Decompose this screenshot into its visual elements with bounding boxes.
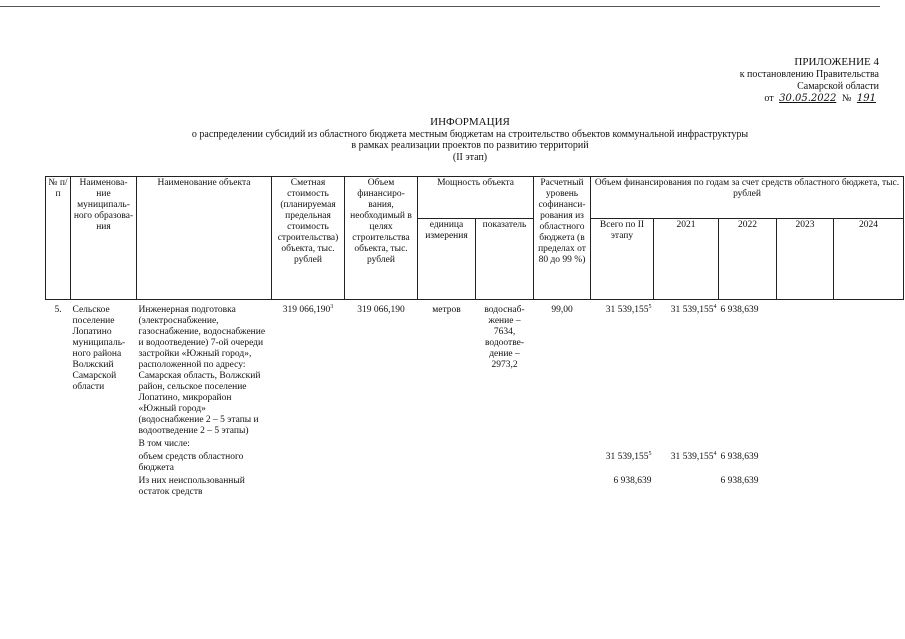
heading-line-2: в рамках реализации проектов по развитию территорий <box>351 140 589 151</box>
row-2021-value: 31 539,155 <box>670 305 714 315</box>
date-prefix: от <box>764 93 774 104</box>
header-num: № п/п <box>46 177 71 300</box>
regional-total <box>591 451 654 475</box>
header-unit: единица измерения <box>418 219 476 300</box>
header-indicator: показатель <box>476 219 534 300</box>
row-volume: 319 066,190 <box>357 305 405 315</box>
heading-line-1: о распределении субсидий из областного бюджета местным бюджетам на строительство объектов коммунальной инфраструктуры <box>191 128 749 140</box>
number-prefix: № <box>841 93 852 104</box>
handwritten-date: 30.05.2022 <box>779 93 837 104</box>
row-2022: 6 938,639 <box>720 305 759 315</box>
regional-2021 <box>654 451 719 475</box>
header-funding: Объем финансирования по годам за счет средств областного бюджета, тыс. рублей <box>591 177 904 219</box>
appendix-line-2: Самарской области <box>797 81 879 92</box>
regional-2021-footnote: 4 <box>713 450 717 457</box>
subsidy-table <box>45 176 904 499</box>
regional-2021-value: 31 539,155 <box>670 452 714 462</box>
header-volume: Объем финансиро-вания, необходимый в целях строительства объекта, тыс. рублей <box>345 177 418 300</box>
appendix-line-1: к постановлению Правительства <box>739 69 879 80</box>
table-row <box>46 300 904 439</box>
unused-2022: 6 938,639 <box>720 476 759 486</box>
header-2023: 2023 <box>777 219 834 300</box>
header-cofinancing: Расчетный уровень софинанси-рования из областного бюджета (в пределах от 80 до 99 %) <box>534 177 591 300</box>
header-estimate: Сметная стоимость (планируемая предельная стоимость строительства) объекта, тыс. рублей <box>272 177 345 300</box>
regional-2022: 6 938,639 <box>720 452 759 462</box>
regional-budget-row <box>46 451 904 475</box>
including-row <box>46 438 904 451</box>
row-2024 <box>834 300 904 439</box>
row-estimate-footnote: 3 <box>330 303 334 310</box>
appendix-title: ПРИЛОЖЕНИЕ 4 <box>794 56 879 68</box>
row-indicator: водоснаб-жение – 7634, водоотве-дение – 2973,2 <box>484 305 525 370</box>
row-total <box>591 300 654 439</box>
row-unit: метров <box>432 305 461 315</box>
document-heading <box>100 117 840 163</box>
appendix-date-line <box>659 93 879 105</box>
unused-total: 6 938,639 <box>613 476 652 486</box>
row-total-footnote: 5 <box>648 303 652 310</box>
row-2021 <box>654 300 719 439</box>
document-title: ИНФОРМАЦИЯ <box>430 116 510 128</box>
header-2022: 2022 <box>719 219 777 300</box>
row-2023 <box>777 300 834 439</box>
including-label: В том числе: <box>138 439 190 449</box>
row-total-value: 31 539,155 <box>605 305 649 315</box>
header-municipality: Наименова-ние муниципаль-ного образова-ния <box>71 177 137 300</box>
appendix-block <box>659 56 879 105</box>
row-num: 5. <box>54 305 62 315</box>
row-object: Инженерная подготовка (электроснабжение, газоснабжение, водоснабжение и водоотведение) 7-ой очереди застройки «Южный город», расположенной по адресу: Самарская область, Волжский район, сельское поселение Лопатино, микрорайон «Южный город» (водоснабжение 2 – 5 этапы и водоотведение 2 – 5 этапы) <box>138 305 266 436</box>
row-2021-footnote: 4 <box>713 303 717 310</box>
row-municipality: Сельское поселение Лопатино муниципаль-ного района Волжский Самарской области <box>72 305 126 392</box>
header-object: Наименование объекта <box>137 177 272 300</box>
header-capacity: Мощность объекта <box>418 177 534 219</box>
header-total: Всего по II этапу <box>591 219 654 300</box>
regional-total-footnote: 5 <box>648 450 652 457</box>
heading-line-3: (II этап) <box>452 151 488 163</box>
regional-budget-label: объем средств областного бюджета <box>138 452 244 473</box>
header-2024: 2024 <box>834 219 904 300</box>
handwritten-number: 191 <box>856 93 876 104</box>
row-estimate <box>272 300 345 439</box>
row-cofinancing: 99,00 <box>551 305 573 315</box>
row-estimate-value: 319 066,190 <box>282 305 331 315</box>
header-2021: 2021 <box>654 219 719 300</box>
regional-total-value: 31 539,155 <box>605 452 649 462</box>
top-scan-rule <box>0 6 880 7</box>
unused-balance-row <box>46 475 904 499</box>
unused-balance-label: Из них неиспользованный остаток средств <box>138 476 245 497</box>
